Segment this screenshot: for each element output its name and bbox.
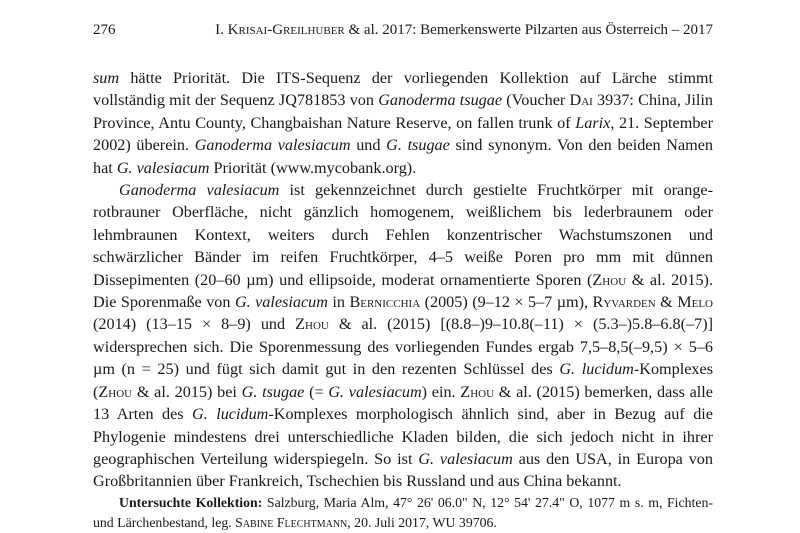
paragraph-2: Ganoderma valesiacum ist gekennzeichnet durch gestielte Fruchtkörper mit orange-rotbrauner Oberfläche, nicht gänzlich homogenem, weißlichem bis lederbraunem oder lehmbraunen Kontext, weiters durch Fehlen konzentrischer Wachstumszonen und schwärzlicher Bänder im reifen Fruchtkörper, 4–5 weiße Poren pro mm mit dünnen Dissepimenten (20–60 µm) und ellipsoide, moderat ornamentierte Sporen (Zhou & al. 2015). Die Sporenmaße von G. valesiacum in Bernicchia (2005) (9–12 × 5–7 µm), Ryvarden & Melo (2014) (13–15 × 8–9) und Zhou & al. (2015) [(8.8–)9–10.8(–11) × (5.3–)5.8–6.8(–7)] widersprechen sich. Die Sporenmessung des vorliegenden Fundes ergab 7,5–8,5(–9,5) × 5–6 µm (n = 25) und fügt sich damit gut in den rezenten Schlüssel des G. lucidum-Komplexes (Zhou & al. 2015) bei G. tsugae (= G. valesiacum) ein. Zhou & al. (2015) bemerken, dass alle 13 Arten des G. lucidum-Komplexes morphologisch ähnlich sind, aber in Bezug auf die Phylogenie mindestens drei unterschiedliche Kladen bilden, die sich jedoch nicht in ihrer geographischen Verteilung widerspiegeln. So ist G. valesiacum aus den USA, in Europa von Großbritannien über Frankreich, Tschechien bis Russland und aus China bekannt. bbox=[93, 181, 713, 491]
page-header bbox=[93, 22, 713, 42]
page-number: 276 bbox=[93, 22, 116, 38]
running-title: I. Krisai-Greilhuber & al. 2017: Bemerkenswerte Pilzarten aus Österreich – 2017 bbox=[215, 22, 713, 38]
collection-label: Untersuchte Kollektion: bbox=[119, 494, 263, 510]
article-body bbox=[93, 67, 713, 533]
collection-note: Untersuchte Kollektion: Salzburg, Maria Alm, 47° 26' 06.0" N, 12° 54' 27.4" O, 1077 m s. m, Fichten- und Lärchenbestand, leg. Sabine Flechtmann, 20. Juli 2017, WU 39706. bbox=[93, 494, 713, 530]
paragraph-1: sum hätte Priorität. Die ITS-Sequenz der vorliegenden Kollektion auf Lärche stimmt vollständig mit der Sequenz JQ781853 von Ganoderma tsugae (Voucher Dai 3937: China, Jilin Province, Antu County, Changbaishan Nature Reserve, on fallen trunk of Larix, 21. September 2002) überein. Ganoderma valesiacum und G. tsugae sind synonym. Von den beiden Namen hat G. valesiacum Priorität (www.mycobank.org). bbox=[93, 69, 714, 177]
